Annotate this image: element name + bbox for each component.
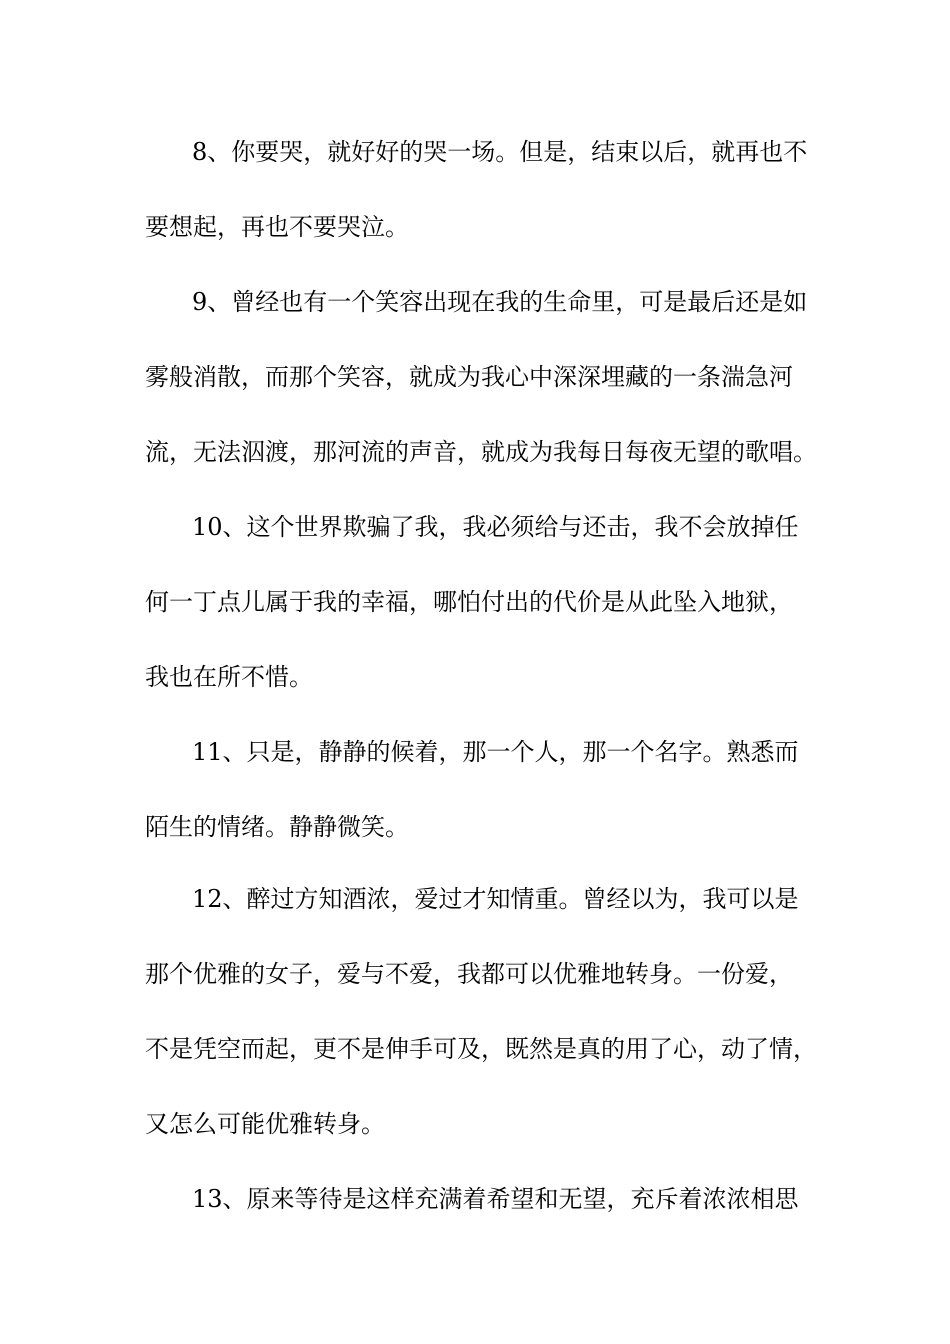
paragraph-13-line-1: 13、原来等待是这样充满着希望和无望，充斥着浓浓相思 [192,1185,799,1213]
paragraph-8-line-2: 要想起，再也不要哭泣。 [145,213,409,241]
paragraph-10-line-3: 我也在所不惜。 [145,663,313,691]
paragraph-12-line-2: 那个优雅的女子，爱与不爱，我都可以优雅地转身。一份爱， [145,960,793,988]
paragraph-8-line-1: 8、你要哭，就好好的哭一场。但是，结束以后，就再也不 [192,138,808,166]
paragraph-12-line-3: 不是凭空而起，更不是伸手可及，既然是真的用了心，动了情， [145,1035,817,1063]
paragraph-11-line-2: 陌生的情绪。静静微笑。 [145,813,409,841]
paragraph-11-line-1: 11、只是，静静的候着，那一个人，那一个名字。熟悉而 [192,738,799,766]
paragraph-9-line-2: 雾般消散，而那个笑容，就成为我心中深深埋藏的一条湍急河 [145,363,793,391]
paragraph-10-line-2: 何一丁点儿属于我的幸福，哪怕付出的代价是从此坠入地狱， [145,588,793,616]
paragraph-9-line-3: 流，无法泅渡，那河流的声音，就成为我每日每夜无望的歌唱。 [145,438,817,466]
paragraph-10-line-1: 10、这个世界欺骗了我，我必须给与还击，我不会放掉任 [192,513,799,541]
paragraph-12-line-1: 12、醉过方知酒浓，爱过才知情重。曾经以为，我可以是 [192,885,799,913]
paragraph-12-line-4: 又怎么可能优雅转身。 [145,1110,385,1138]
paragraph-9-line-1: 9、曾经也有一个笑容出现在我的生命里，可是最后还是如 [192,288,808,316]
